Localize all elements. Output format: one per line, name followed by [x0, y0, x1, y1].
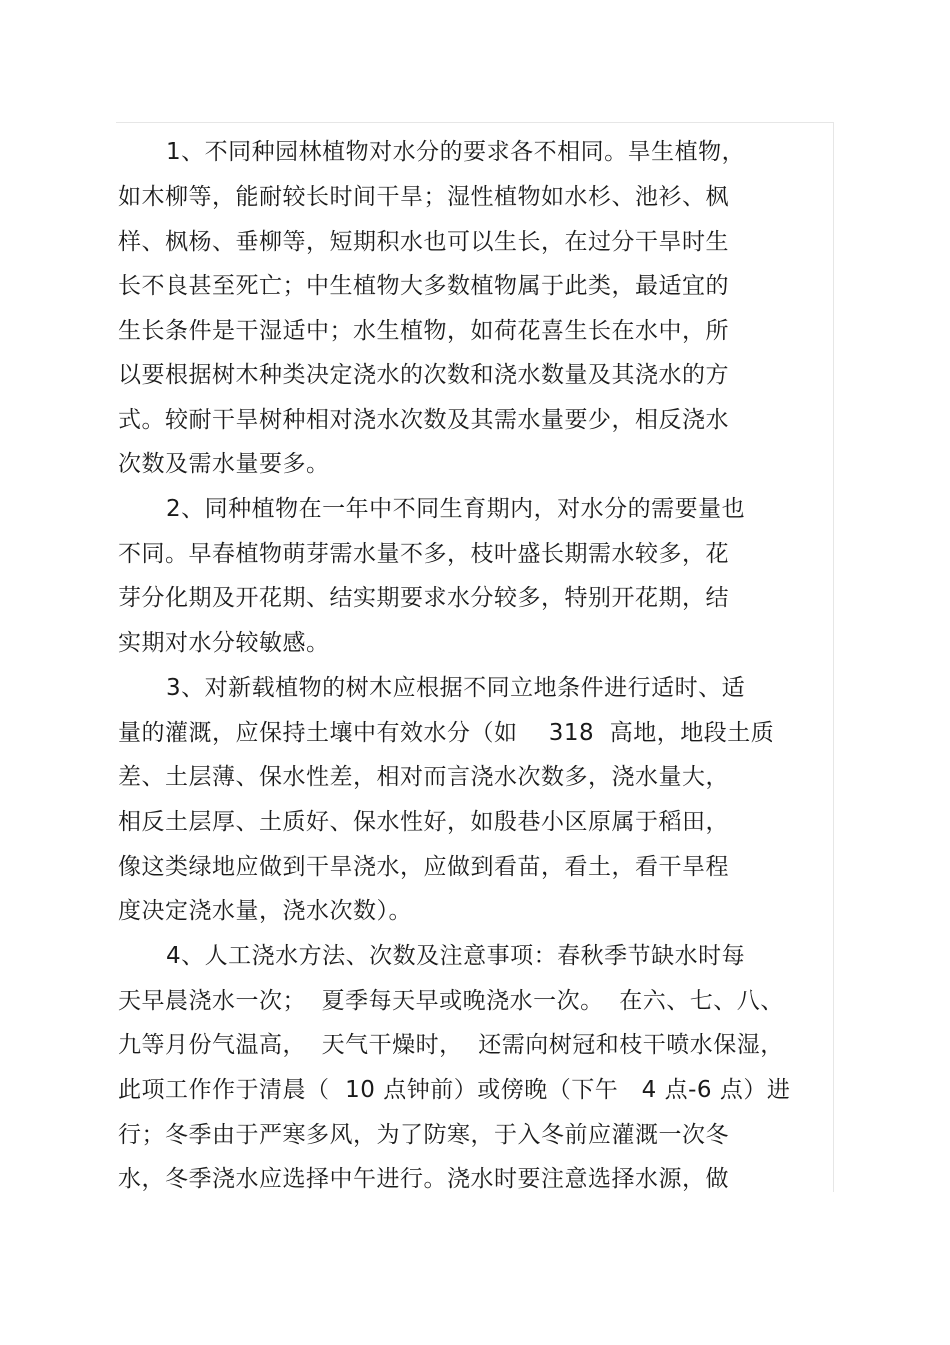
paragraph-3-line-3: 差、土层薄、保水性差，相对而言浇水次数多，浇水量大，: [118, 764, 729, 790]
paragraph-4-line-6: 水，冬季浇水应选择中午进行。浇水时要注意选择水源，做: [118, 1166, 729, 1192]
paragraph-2-line-3: 芽分化期及开花期、结实期要求水分较多，特别开花期，结: [118, 585, 729, 611]
paragraph-3-line-4: 相反土层厚、土质好、保水性好，如殷巷小区原属于稻田，: [118, 809, 729, 835]
paragraph-2-line-2: 不同。早春植物萌芽需水量不多，枝叶盛长期需水较多，花: [118, 541, 729, 567]
paragraph-1-line-2: 如木柳等，能耐较长时间干旱；湿性植物如水杉、池衫、枫: [118, 184, 729, 210]
paragraph-3-line-1: 3、对新载植物的树木应根据不同立地条件进行适时、适: [166, 675, 746, 701]
paragraph-2-line-4: 实期对水分较敏感。: [118, 630, 330, 656]
paragraph-4-line-3: 九等月份气温高， 天气干燥时， 还需向树冠和枝干喷水保湿，: [118, 1032, 784, 1058]
paragraph-3-line-2: 量的灌溉，应保持土壤中有效水分（如 318 高地，地段土质: [118, 720, 775, 746]
paragraph-4-line-1: 4、人工浇水方法、次数及注意事项：春秋季节缺水时每: [166, 943, 746, 969]
paragraph-1-line-1: 1、不同种园林植物对水分的要求各不相同。旱生植物，: [166, 139, 746, 165]
paragraph-1-line-3: 样、枫杨、垂柳等，短期积水也可以生长，在过分干旱时生: [118, 229, 729, 255]
paragraph-1-line-5: 生长条件是干湿适中；水生植物，如荷花喜生长在水中，所: [118, 318, 729, 344]
paragraph-4-line-5: 行；冬季由于严寒多风，为了防寒，于入冬前应灌溉一次冬: [118, 1122, 729, 1148]
paragraph-1-line-4: 长不良甚至死亡；中生植物大多数植物属于此类，最适宜的: [118, 273, 729, 299]
paragraph-4-line-2: 天早晨浇水一次； 夏季每天早或晚浇水一次。 在六、七、八、: [118, 988, 784, 1014]
paragraph-3-line-5: 像这类绿地应做到干旱浇水，应做到看苗，看土，看干旱程: [118, 854, 729, 880]
paragraph-1-line-6: 以要根据树木种类决定浇水的次数和浇水数量及其浇水的方: [118, 362, 729, 388]
paragraph-1-line-7: 式。较耐干旱树种相对浇水次数及其需水量要少，相反浇水: [118, 407, 729, 433]
paragraph-3-line-6: 度决定浇水量，浇水次数）。: [118, 898, 412, 924]
paragraph-2-line-1: 2、同种植物在一年中不同生育期内，对水分的需要量也: [166, 496, 746, 522]
paragraph-1-line-8: 次数及需水量要多。: [118, 451, 330, 477]
paragraph-4-line-4: 此项工作作于清晨（ 10 点钟前）或傍晚（下午 4 点-6 点）进: [118, 1077, 791, 1103]
